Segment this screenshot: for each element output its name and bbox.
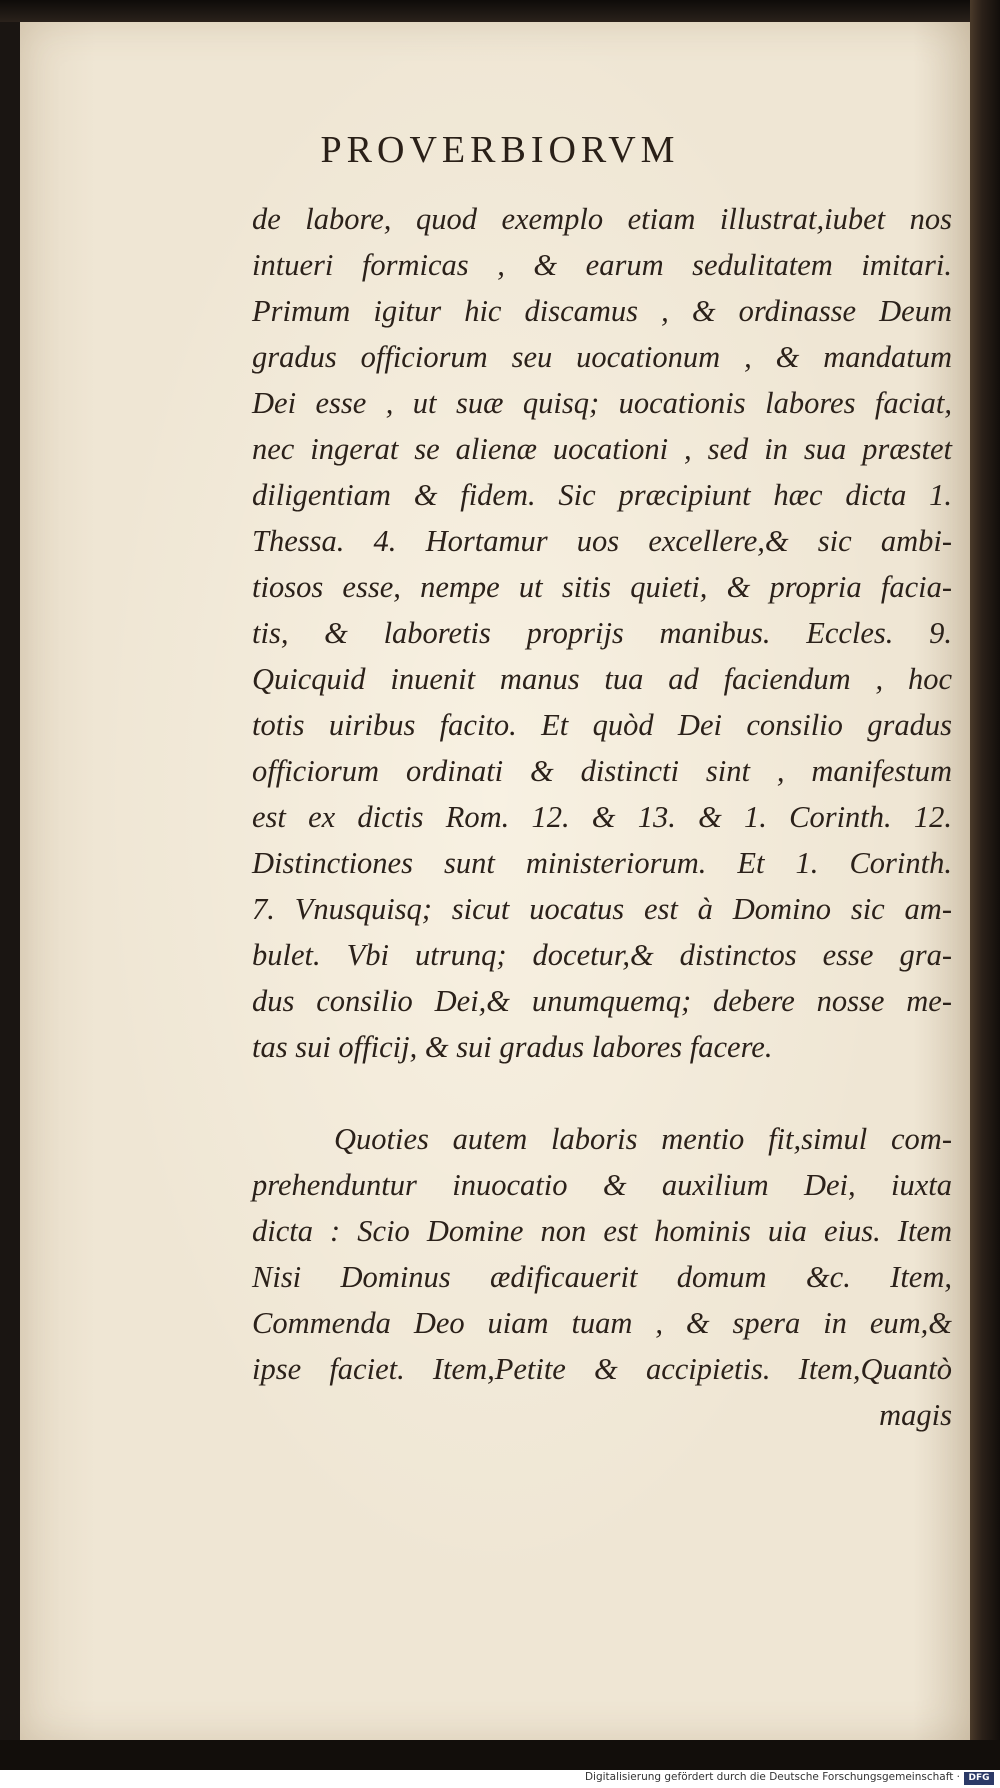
- text-line: tiosos esse, nempe ut sitis quieti, & propria facia-: [252, 570, 952, 604]
- text-line: ipse faciet. Item,Petite & accipietis. Item,Quantò: [252, 1352, 952, 1386]
- scan-top-border: [0, 0, 1000, 22]
- text-line: diligentiam & fidem. Sic præcipiunt hæc dicta 1.: [252, 478, 952, 512]
- page-body: [252, 196, 952, 1438]
- catchword: magis: [879, 1398, 952, 1432]
- text-line: Commenda Deo uiam tuam , & spera in eum,&: [252, 1306, 952, 1340]
- text-line: Quoties autem laboris mentio fit,simul com-: [334, 1122, 952, 1156]
- text-line: Primum igitur hic discamus , & ordinasse Deum: [252, 294, 952, 328]
- text-line: dicta : Scio Domine non est hominis uia eius. Item: [252, 1214, 952, 1248]
- text-line: de labore, quod exemplo etiam illustrat,iubet nos: [252, 202, 952, 236]
- paragraph-2: [252, 1116, 952, 1392]
- text-line: est ex dictis Rom. 12. & 13. & 1. Corinth. 12.: [252, 800, 952, 834]
- page-edge: [970, 0, 1000, 1788]
- text-line: Quicquid inuenit manus tua ad faciendum , hoc: [252, 662, 952, 696]
- paragraph-1: [252, 196, 952, 1070]
- text-line: nec ingerat se alienæ uocationi , sed in sua præstet: [252, 432, 952, 466]
- text-line: Thessa. 4. Hortamur uos excellere,& sic ambi-: [252, 524, 952, 558]
- text-line: dus consilio Dei,& unumquemq; debere nosse me-: [252, 984, 952, 1018]
- text-line: bulet. Vbi utrunq; docetur,& distinctos esse gra-: [252, 938, 952, 972]
- funding-credit: Digitalisierung gefördert durch die Deutsche Forschungsgemeinschaft ·: [584, 1771, 960, 1783]
- text-line: Distinctiones sunt ministeriorum. Et 1. Corinth.: [252, 846, 952, 880]
- digitization-footer: [0, 1770, 1000, 1788]
- text-line: Dei esse , ut suæ quisq; uocationis labores faciat,: [252, 386, 952, 420]
- text-line: tas sui officij, & sui gradus labores facere.: [252, 1030, 773, 1064]
- text-line: intueri formicas , & earum sedulitatem imitari.: [252, 248, 952, 282]
- running-head: PROVERBIORVM: [320, 129, 680, 171]
- dfg-logo: DFG: [964, 1772, 994, 1785]
- text-line: gradus officiorum seu uocationum , & mandatum: [252, 340, 952, 374]
- scan-bottom-border: [0, 1740, 1000, 1770]
- text-line: tis, & laboretis proprijs manibus. Eccles. 9.: [252, 616, 952, 650]
- text-line: 7. Vnusquisq; sicut uocatus est à Domino sic am-: [252, 892, 952, 926]
- text-line: totis uiribus facito. Et quòd Dei consilio gradus: [252, 708, 952, 742]
- text-line: Nisi Dominus ædificauerit domum &c. Item,: [252, 1260, 952, 1294]
- text-line: prehenduntur inuocatio & auxilium Dei, iuxta: [252, 1168, 952, 1202]
- text-line: officiorum ordinati & distincti sint , manifestum: [252, 754, 952, 788]
